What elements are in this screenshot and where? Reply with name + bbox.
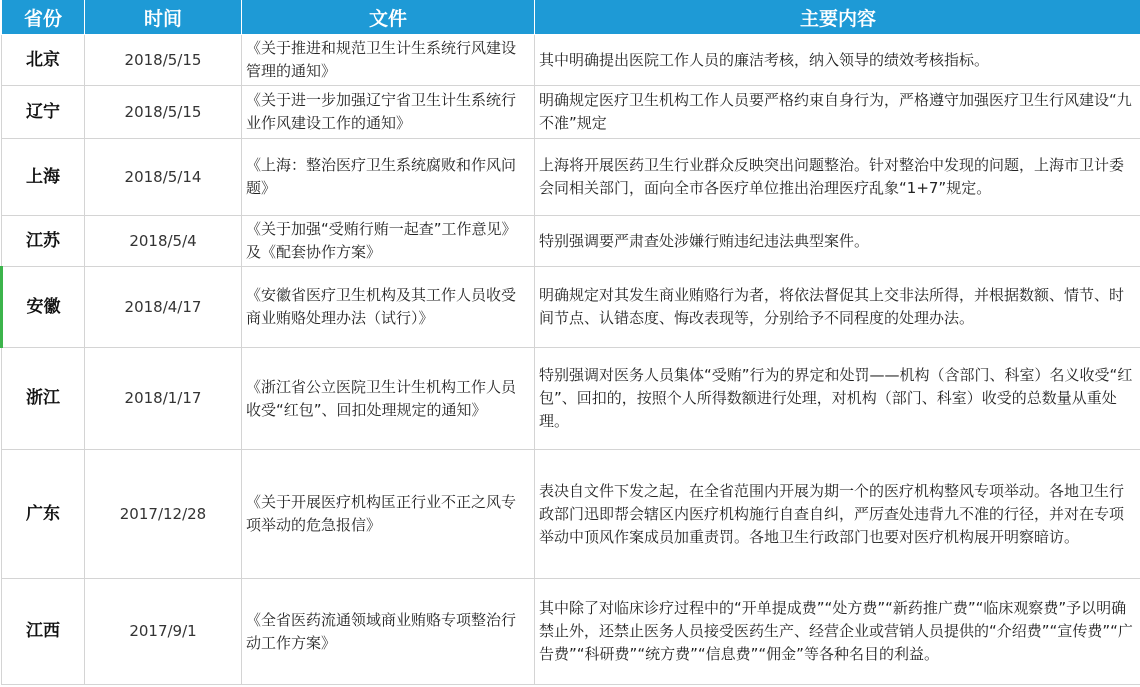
table-row xyxy=(2,86,1140,139)
content-cell: 其中明确提出医院工作人员的廉洁考核，纳入领导的绩效考核指标。 xyxy=(535,35,1140,86)
header-file: 文件 xyxy=(242,0,535,35)
date-cell: 2018/5/15 xyxy=(85,35,242,86)
province-cell: 北京 xyxy=(2,35,85,86)
province-cell: 上海 xyxy=(2,139,85,216)
province-cell: 安徽 xyxy=(2,267,85,348)
content-cell: 明确规定对其发生商业贿赂行为者，将依法督促其上交非法所得，并根据数额、情节、时间节点、认错态度、悔改表现等，分别给予不同程度的处理办法。 xyxy=(535,267,1140,348)
header-date: 时间 xyxy=(85,0,242,35)
date-cell: 2018/5/14 xyxy=(85,139,242,216)
date-cell: 2018/5/15 xyxy=(85,86,242,139)
date-cell: 2017/9/1 xyxy=(85,579,242,685)
content-cell: 明确规定医疗卫生机构工作人员要严格约束自身行为，严格遵守加强医疗卫生行风建设“九不准”规定 xyxy=(535,86,1140,139)
date-cell: 2017/12/28 xyxy=(85,450,242,579)
content-cell: 上海将开展医药卫生行业群众反映突出问题整治。针对整治中发现的问题，上海市卫计委会同相关部门，面向全市各医疗单位推出治理医疗乱象“1+7”规定。 xyxy=(535,139,1140,216)
table-row xyxy=(2,139,1140,216)
header-province: 省份 xyxy=(2,0,85,35)
date-cell: 2018/4/17 xyxy=(85,267,242,348)
file-cell: 《关于推进和规范卫生计生系统行风建设管理的通知》 xyxy=(242,35,535,86)
header-row xyxy=(2,0,1140,35)
content-cell: 表决自文件下发之起，在全省范围内开展为期一个的医疗机构整风专项举动。各地卫生行政部门迅即帮会辖区内医疗机构施行自查自纠，严厉查处违背九不准的行径，并对在专项举动中顶风作案成员加重责罚。各地卫生行政部门也要对医疗机构展开明察暗访。 xyxy=(535,450,1140,579)
province-cell: 广东 xyxy=(2,450,85,579)
table-row xyxy=(2,267,1140,348)
file-cell: 《关于加强“受贿行贿一起查”工作意见》及《配套协作方案》 xyxy=(242,216,535,267)
file-cell: 《上海：整治医疗卫生系统腐败和作风问题》 xyxy=(242,139,535,216)
table-row xyxy=(2,450,1140,579)
table-row xyxy=(2,348,1140,450)
table-row xyxy=(2,579,1140,685)
header-content: 主要内容 xyxy=(535,0,1140,35)
content-cell: 其中除了对临床诊疗过程中的“开单提成费”“处方费”“新药推广费”“临床观察费”予以明确禁止外，还禁止医务人员接受医药生产、经营企业或营销人员提供的“介绍费”“宣传费”“广告费”“科研费”“统方费”“信息费”“佣金”等各种名目的利益。 xyxy=(535,579,1140,685)
table-row xyxy=(2,35,1140,86)
file-cell: 《关于进一步加强辽宁省卫生计生系统行业作风建设工作的通知》 xyxy=(242,86,535,139)
date-cell: 2018/5/4 xyxy=(85,216,242,267)
province-cell: 江苏 xyxy=(2,216,85,267)
province-cell: 辽宁 xyxy=(2,86,85,139)
province-cell: 江西 xyxy=(2,579,85,685)
content-cell: 特别强调要严肃查处涉嫌行贿违纪违法典型案件。 xyxy=(535,216,1140,267)
file-cell: 《关于开展医疗机构匡正行业不正之风专项举动的危急报信》 xyxy=(242,450,535,579)
file-cell: 《浙江省公立医院卫生计生机构工作人员收受“红包”、回扣处理规定的通知》 xyxy=(242,348,535,450)
file-cell: 《安徽省医疗卫生机构及其工作人员收受商业贿赂处理办法（试行）》 xyxy=(242,267,535,348)
file-cell: 《全省医药流通领域商业贿赂专项整治行动工作方案》 xyxy=(242,579,535,685)
table-row xyxy=(2,216,1140,267)
content-cell: 特别强调对医务人员集体“受贿”行为的界定和处罚——机构（含部门、科室）名义收受“红包”、回扣的，按照个人所得数额进行处理，对机构（部门、科室）收受的总数量从重处理。 xyxy=(535,348,1140,450)
province-cell: 浙江 xyxy=(2,348,85,450)
date-cell: 2018/1/17 xyxy=(85,348,242,450)
